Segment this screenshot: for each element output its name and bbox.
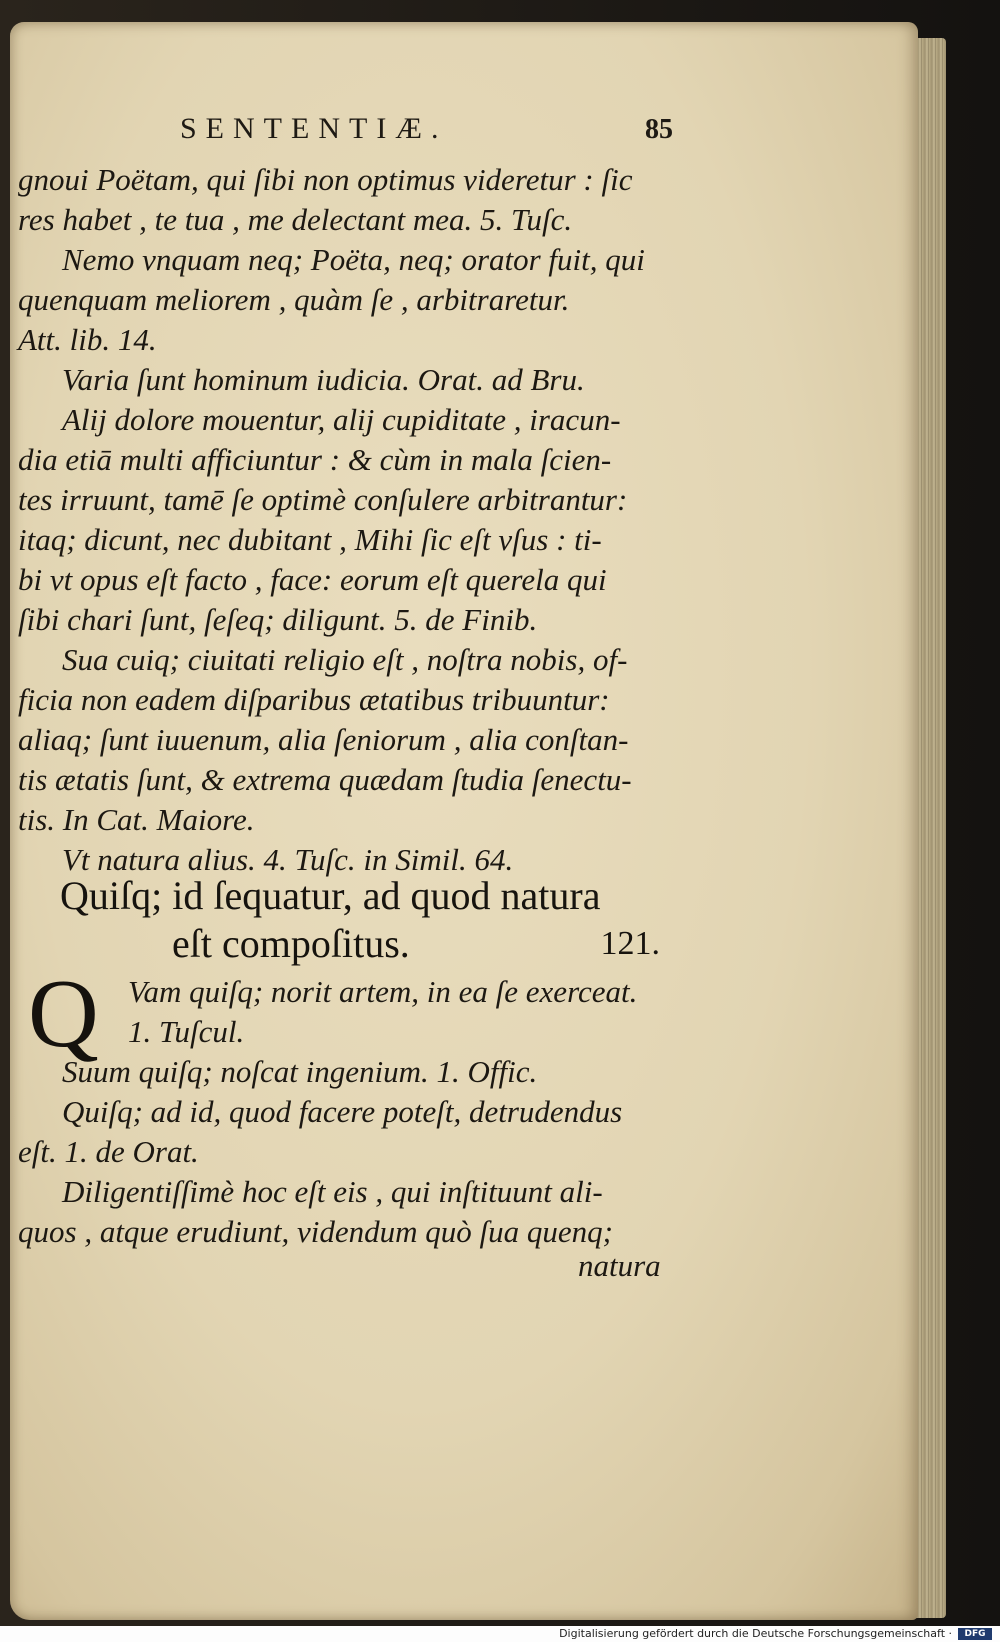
text-line: itaq; dicunt, nec dubitant , Mihi ſic eſt vſus : ti- [18,522,602,557]
section-heading [60,872,660,968]
text-line: aliaq; ſunt iuuenum, alia ſeniorum , alia conſtan- [18,722,629,757]
page-number: 85 [645,114,673,145]
heading-line-1: Quiſq; id ſequatur, ad quod natura [60,873,601,918]
text-line: tes irruunt, tamē ſe optimè conſulere arbitrantur: [18,482,628,517]
heading-line-2: eſt compoſitus. [172,921,410,966]
dfg-logo: DFG [958,1628,992,1640]
text-line: ſibi chari ſunt, ſeſeq; diligunt. 5. de Finib. [18,602,538,637]
text-line: 1. Tuſcul. [128,1014,245,1049]
funding-credit: Digitalisierung gefördert durch die Deutsche Forschungsgemeinschaft · [559,1627,952,1640]
text-line: tis ætatis ſunt, & extrema quædam ſtudia ſenectu- [18,762,632,797]
page-header [180,112,700,152]
text-line: gnoui Poëtam, qui ſibi non optimus videretur : ſic [18,162,633,197]
text-line: eſt. 1. de Orat. [18,1134,199,1169]
text-line: quos , atque erudiunt, videndum quò ſua quenq; [18,1214,613,1249]
text-line: Alij dolore mouentur, alij cupiditate , iracun- [62,402,621,437]
text-line: dia etiā multi afficiuntur : & cùm in mala ſcien- [18,442,612,477]
section-number: 121. [600,925,660,962]
text-line: bi vt opus eſt facto , face: eorum eſt querela qui [18,562,607,597]
text-line: Vt natura alius. 4. Tuſc. in Simil. 64. [62,842,514,877]
text-line: Nemo vnquam neq; Poëta, neq; orator fuit, qui [62,242,645,277]
text-line: quenquam meliorem , quàm ſe , arbitraretur. [18,282,570,317]
catchword: natura [578,1248,661,1283]
text-line: Sua cuiq; ciuitati religio eſt , noſtra nobis, of- [62,642,628,677]
text-line: tis. In Cat. Maiore. [18,802,255,837]
text-block-1 [18,160,698,880]
text-line: Varia ſunt hominum iudicia. Orat. ad Bru. [62,362,585,397]
running-head: SENTENTIÆ. [180,112,448,145]
drop-capital: Q [28,960,99,1068]
text-line: Vam quiſq; norit artem, in ea ſe exerceat. [128,974,638,1009]
text-block-2 [18,972,698,1252]
text-line: Suum quiſq; noſcat ingenium. 1. Offic. [62,1054,538,1089]
text-line: ficia non eadem diſparibus ætatibus tribuuntur: [18,682,610,717]
text-line: Diligentiſſimè hoc eſt eis , qui inſtituunt ali- [62,1174,603,1209]
text-line: Quiſq; ad id, quod facere poteſt, detrudendus [62,1094,623,1129]
text-line: res habet , te tua , me delectant mea. 5. Tuſc. [18,202,573,237]
text-line: Att. lib. 14. [18,322,157,357]
